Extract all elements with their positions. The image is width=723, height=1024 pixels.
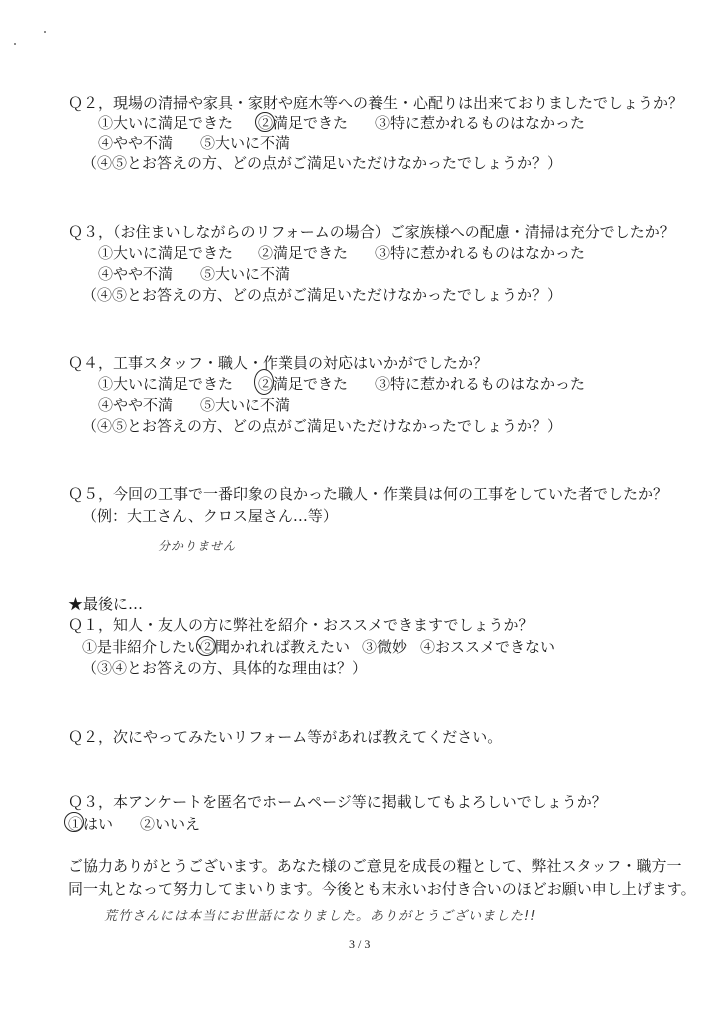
q4-followup: （④⑤とお答えの方、どの点がご満足いただけなかったでしょうか？） [82,417,563,435]
q5-handwritten-answer: 分かりません [158,539,237,553]
final-q3-selected-circle-mark [64,812,84,832]
q3-option-1[interactable]: ①大いに満足できた [98,244,234,262]
scan-speck [44,31,46,33]
q2-option-2[interactable]: ②満足できた [258,114,349,132]
q4-question: Ｑ４，工事スタッフ・職人・作業員の対応はいかがでしたか？ [68,354,489,372]
final-q1-followup: （③④とお答えの方、具体的な理由は？） [82,659,368,677]
final-q3-option-2[interactable]: ②いいえ [140,815,201,833]
q5-example: （例：大工さん、クロス屋さん…等） [82,507,338,525]
q3-option-2[interactable]: ②満足できた [258,244,349,262]
final-q1-option-1[interactable]: ①是非紹介したい [82,638,203,656]
q3-question: Ｑ３，（お住まいしながらのリフォームの場合）ご家族様への配慮・清掃は充分でしたか？ [68,223,675,241]
final-q1-question: Ｑ１，知人・友人の方に弊社を紹介・おススメできますでしょうか？ [68,616,534,634]
q2-question: Ｑ２，現場の清掃や家具・家財や庭木等への養生・心配りは出来ておりましたでしょうか？ [68,94,684,112]
q4-option-4[interactable]: ④やや不満 [98,396,174,414]
page-number: 3 / 3 [349,937,371,951]
q2-option-3[interactable]: ③特に惹かれるものはなかった [375,114,586,132]
q2-option-1[interactable]: ①大いに満足できた [98,114,234,132]
q4-selected-circle-mark [254,369,274,395]
q2-option-5[interactable]: ⑤大いに不満 [200,134,291,152]
final-q1-option-2[interactable]: ②聞かれれば教えたい [200,638,351,656]
final-q3-question: Ｑ３，本アンケートを匿名でホームページ等に掲載してもよろしいでしょうか？ [68,793,607,811]
q2-option-4[interactable]: ④やや不満 [98,134,174,152]
q5-question: Ｑ５，今回の工事で一番印象の良かった職人・作業員は何の工事をしていた者でしたか？ [68,485,669,503]
q4-option-2[interactable]: ②満足できた [258,375,349,393]
final-heading: ★最後に… [68,595,144,613]
final-q1-option-4[interactable]: ④おススメできない [420,638,556,656]
q3-option-3[interactable]: ③特に惹かれるものはなかった [375,244,586,262]
closing-line-2: 同一丸となって努力してまいります。今後とも末永いお付き合いのほどお願い申し上げます。 [68,880,696,898]
q4-option-5[interactable]: ⑤大いに不満 [200,396,291,414]
q3-followup: （④⑤とお答えの方、どの点がご満足いただけなかったでしょうか？） [82,286,563,304]
scan-speck [14,43,16,45]
closing-line-1: ご協力ありがとうございます。あなた様のご意見を成長の糧として、弊社スタッフ・職方一 [68,857,682,875]
final-q1-selected-circle-mark [196,636,216,656]
q2-selected-circle-mark [255,112,275,132]
q4-option-1[interactable]: ①大いに満足できた [98,375,234,393]
closing-handwritten-note: 荒竹さんには本当にお世話になりました。ありがとうございました!! [104,909,537,924]
q2-followup: （④⑤とお答えの方、どの点がご満足いただけなかったでしょうか？） [82,154,563,172]
q3-option-5[interactable]: ⑤大いに不満 [200,265,291,283]
final-q2-question: Ｑ２，次にやってみたいリフォーム等があれば教えてください。 [68,728,503,746]
q4-option-3[interactable]: ③特に惹かれるものはなかった [375,375,586,393]
final-q1-option-3[interactable]: ③微妙 [362,638,408,656]
q3-option-4[interactable]: ④やや不満 [98,265,174,283]
final-q3-option-1[interactable]: ①はい [68,815,114,833]
